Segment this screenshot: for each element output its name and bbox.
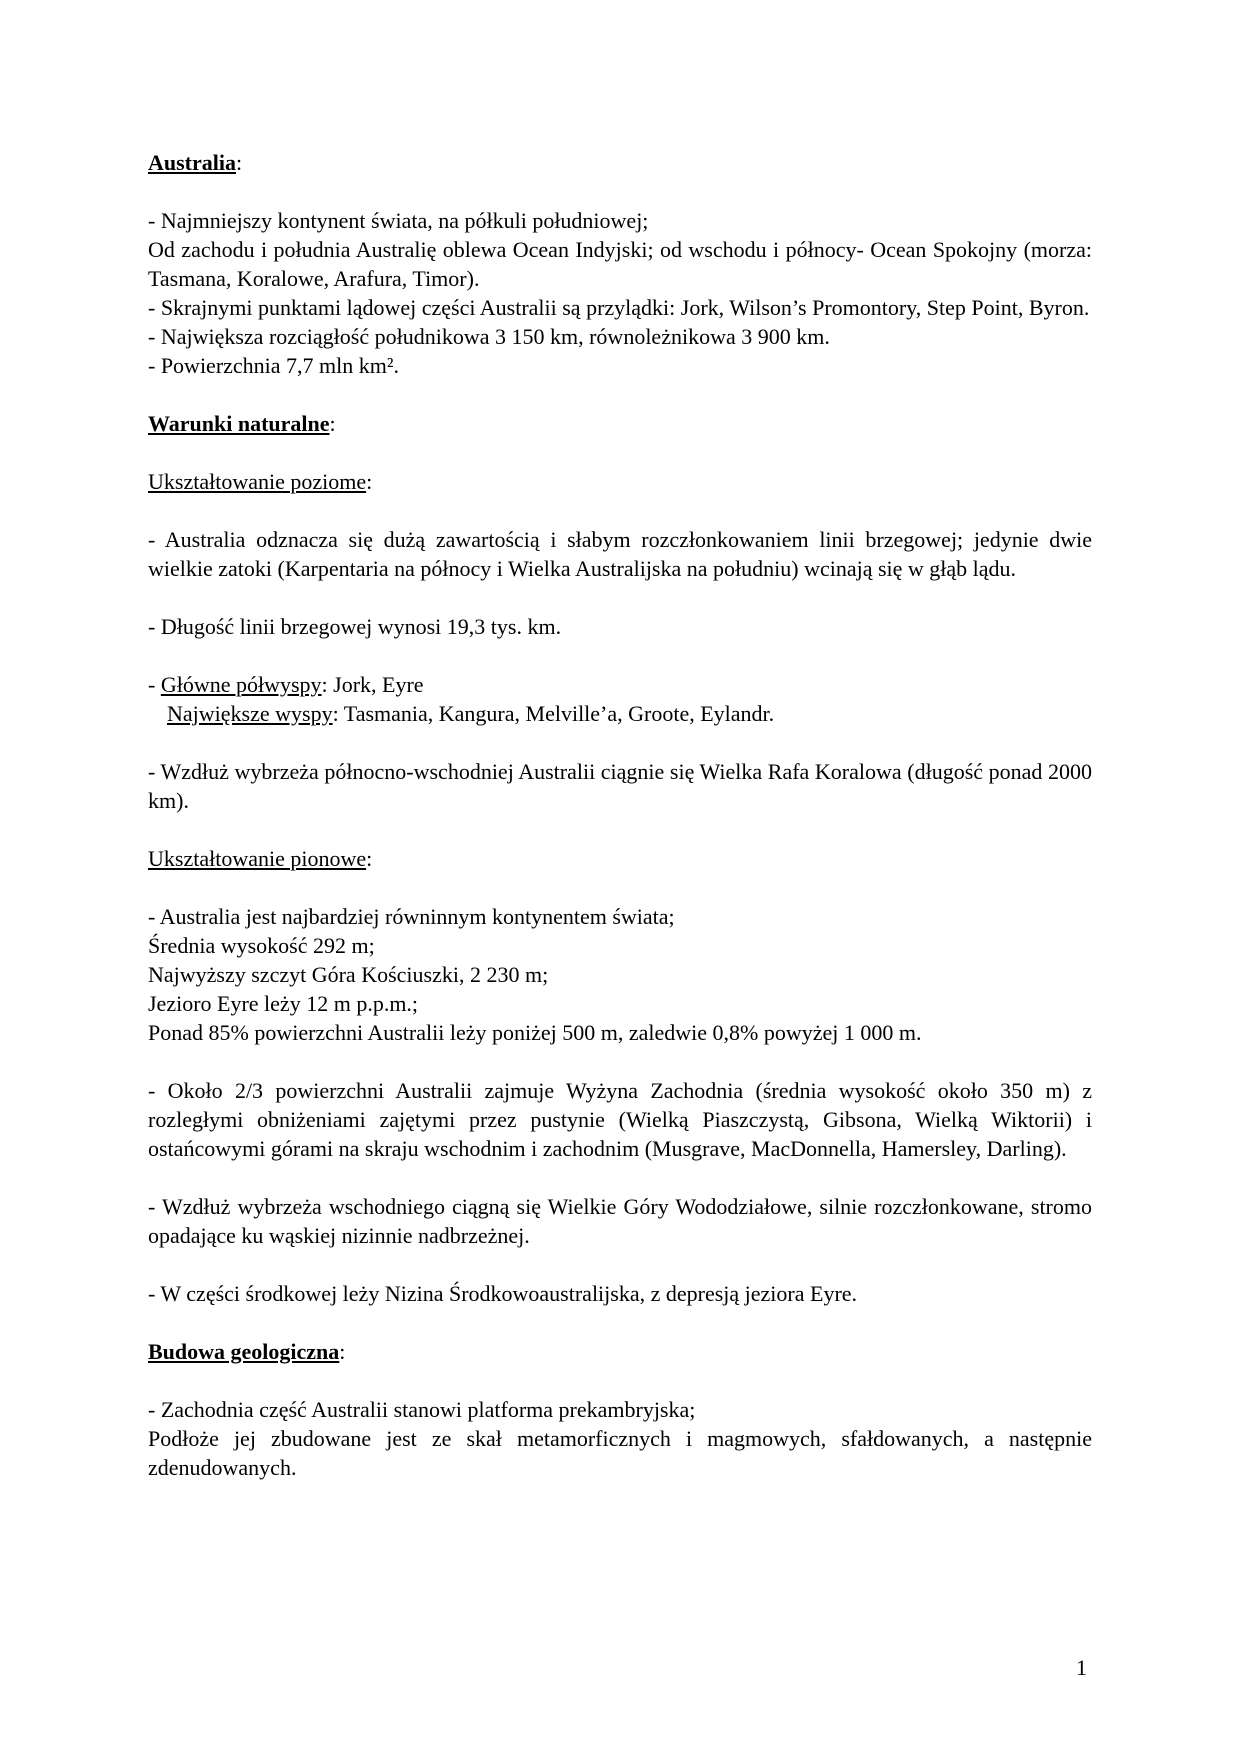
paragraph: - Skrajnymi punktami lądowej części Australii są przylądki: Jork, Wilson’s Promontory, Step Point, Byron. <box>148 295 1090 320</box>
islands-label: Największe wyspy <box>167 701 333 726</box>
subheading-pionowe-text: Ukształtowanie pionowe <box>148 846 367 871</box>
subheading-pionowe: Ukształtowanie pionowe: <box>148 846 373 871</box>
page-number: 1 <box>1076 1655 1087 1680</box>
heading-warunki-text: Warunki naturalne <box>148 411 330 436</box>
islands-line: Największe wyspy: Tasmania, Kangura, Melville’a, Groote, Eylandr. <box>167 701 775 726</box>
heading-warunki-naturalne: Warunki naturalne: <box>148 411 336 436</box>
paragraph: - Najmniejszy kontynent świata, na półkuli południowej; <box>148 208 649 233</box>
paragraph: - Powierzchnia 7,7 mln km². <box>148 353 399 378</box>
paragraph: Ponad 85% powierzchni Australii leży poniżej 500 m, zaledwie 0,8% powyżej 1 000 m. <box>148 1020 922 1045</box>
heading-australia-text: Australia <box>148 150 236 175</box>
heading-budowa-geologiczna: Budowa geologiczna: <box>148 1339 346 1364</box>
heading-australia: Australia: <box>148 150 243 175</box>
paragraph: Od zachodu i południa Australię oblewa Ocean Indyjski; od wschodu i północy- Ocean Spokojny (morza: Tasmana, Koralowe, Arafura, Timor). <box>148 237 1092 291</box>
paragraph: - W części środkowej leży Nizina Środkowoaustralijska, z depresją jeziora Eyre. <box>148 1281 858 1306</box>
paragraph: - Australia odznacza się dużą zawartością i słabym rozczłonkowaniem linii brzegowej; jedynie dwie wielkie zatoki (Karpentaria na północy i Wielka Australijska na południu) wcinają się w głąb lądu. <box>148 527 1092 581</box>
heading-budowa-text: Budowa geologiczna <box>148 1339 340 1364</box>
subheading-poziome-text: Ukształtowanie poziome <box>148 469 367 494</box>
paragraph: - Wzdłuż wybrzeża północno-wschodniej Australii ciągnie się Wielka Rafa Koralowa (długość ponad 2000 km). <box>148 759 1092 813</box>
paragraph: - Wzdłuż wybrzeża wschodniego ciągną się Wielkie Góry Wododziałowe, silnie rozczłonkowane, stromo opadające ku wąskiej nizinnie nadbrzeżnej. <box>148 1194 1092 1248</box>
paragraph: - Zachodnia część Australii stanowi platforma prekambryjska; <box>148 1397 696 1422</box>
paragraph: Najwyższy szczyt Góra Kościuszki, 2 230 m; <box>148 962 549 987</box>
paragraph: - Około 2/3 powierzchni Australii zajmuje Wyżyna Zachodnia (średnia wysokość około 350 m) z rozległymi obniżeniami zajętymi przez pustynie (Wielką Piaszczystą, Gibsona, Wielką Wiktorii) i ostańcowymi górami na skraju wschodnim i zachodnim (Musgrave, MacDonnella, Hamersley, Darling). <box>148 1078 1092 1161</box>
subheading-poziome: Ukształtowanie poziome: <box>148 469 373 494</box>
peninsulas-label: Główne półwyspy <box>160 672 322 697</box>
document-body <box>148 148 1092 1482</box>
paragraph: Podłoże jej zbudowane jest ze skał metamorficznych i magmowych, sfałdowanych, a następnie zdenudowanych. <box>148 1426 1092 1480</box>
paragraph: Jezioro Eyre leży 12 m p.p.m.; <box>148 991 419 1016</box>
paragraph: - Australia jest najbardziej równinnym kontynentem świata; <box>148 904 675 929</box>
paragraph: - Największa rozciągłość południkowa 3 150 km, równoleżnikowa 3 900 km. <box>148 324 830 349</box>
paragraph: - Długość linii brzegowej wynosi 19,3 tys. km. <box>148 614 562 639</box>
paragraph: Średnia wysokość 292 m; <box>148 933 375 958</box>
peninsulas-line: - Główne półwyspy: Jork, Eyre <box>148 672 424 697</box>
